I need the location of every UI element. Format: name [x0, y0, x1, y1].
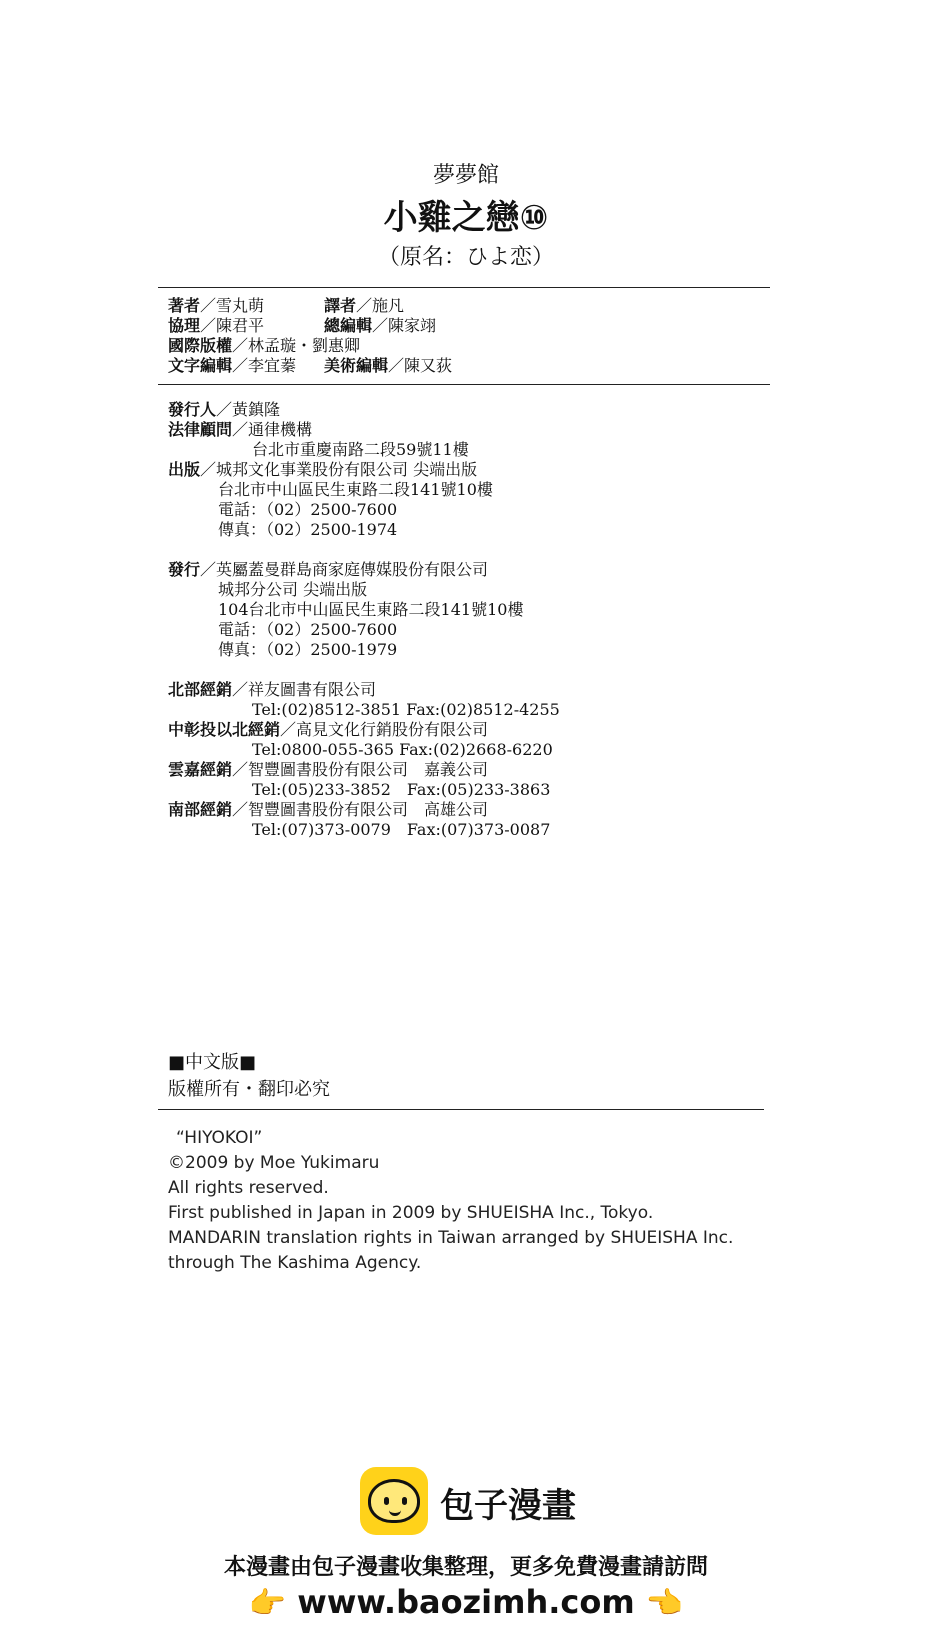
edition-label: ■中文版■: [168, 1052, 257, 1073]
baozi-logo-icon: [360, 1467, 428, 1535]
copyright-line: “HIYOKOI”: [176, 1128, 263, 1148]
legal-address: 台北市重慶南路二段59號11樓: [252, 440, 469, 459]
distribution-line: 發行／英屬蓋曼群島商家庭傳媒股份有限公司: [168, 560, 489, 579]
distributor-line: 雲嘉經銷／智豐圖書股份有限公司 嘉義公司: [168, 760, 489, 779]
distributor-contact: Tel:0800-055-365 Fax:(02)2668-6220: [252, 740, 553, 759]
credit-row: 文字編輯／李宜蓁: [168, 356, 297, 375]
distribution-fax: 傳真：（02）2500-1979: [218, 640, 398, 659]
divider-credits: [158, 384, 770, 385]
divider-edition: [158, 1109, 764, 1110]
divider-top: [158, 287, 770, 288]
book-title: 小雞之戀⑩: [383, 198, 549, 238]
rights-notice: 版權所有・翻印必究: [168, 1079, 330, 1100]
legal-line: 法律顧問／通律機構: [168, 420, 313, 439]
series-label: 夢夢館: [432, 163, 499, 188]
copyright-line: First published in Japan in 2009 by SHUEISHA Inc., Tokyo.: [168, 1203, 654, 1223]
publisher-address: 台北市中山區民生東路二段141號10樓: [218, 480, 493, 499]
promo-text: 本漫畫由包子漫畫收集整理，更多免費漫畫請訪問: [223, 1555, 708, 1580]
publisher-fax: 傳真：（02）2500-1974: [218, 520, 398, 539]
distributor-contact: Tel:(02)8512-3851 Fax:(02)8512-4255: [252, 700, 560, 719]
distributor-contact: Tel:(05)233-3852 Fax:(05)233-3863: [252, 780, 551, 799]
brand-name: 包子漫畫: [440, 1486, 576, 1526]
copyright-line: ©2009 by Moe Yukimaru: [168, 1153, 380, 1173]
original-title: （原名：ひよ恋）: [377, 245, 554, 270]
copyright-line: All rights reserved.: [168, 1178, 329, 1198]
distribution-address: 104台北市中山區民生東路二段141號10樓: [218, 600, 524, 619]
credit-row-right: 美術編輯／陳又荻: [324, 356, 453, 375]
issuer-line: 發行人／黃鎮隆: [168, 400, 281, 419]
distributor-line: 北部經銷／祥友圖書有限公司: [168, 680, 377, 699]
credit-row-right: 譯者／施凡: [324, 296, 405, 315]
copyright-line: through The Kashima Agency.: [168, 1253, 422, 1273]
site-url[interactable]: www.baozimh.com: [297, 1583, 635, 1621]
credit-row: 著者／雪丸萌: [168, 296, 265, 315]
publisher-tel: 電話：（02）2500-7600: [218, 500, 398, 519]
credit-row-right: 總編輯／陳家翊: [324, 316, 437, 335]
copyright-line: MANDARIN translation rights in Taiwan arranged by SHUEISHA Inc.: [168, 1228, 734, 1248]
distributor-line: 南部經銷／智豐圖書股份有限公司 高雄公司: [168, 800, 489, 819]
site-link[interactable]: [0, 1583, 932, 1621]
pointing-right-icon: 👉: [248, 1586, 287, 1621]
distribution-branch: 城邦分公司 尖端出版: [218, 580, 368, 599]
distributor-contact: Tel:(07)373-0079 Fax:(07)373-0087: [252, 820, 551, 839]
credit-row: 協理／陳君平: [168, 316, 265, 335]
pointing-left-icon: 👈: [645, 1586, 684, 1621]
distributor-line: 中彰投以北經銷／高見文化行銷股份有限公司: [168, 720, 489, 739]
publisher-line: 出版／城邦文化事業股份有限公司 尖端出版: [168, 460, 478, 479]
credit-row: 國際版權／林孟璇・劉惠卿: [168, 336, 361, 355]
distribution-tel: 電話：（02）2500-7600: [218, 620, 398, 639]
